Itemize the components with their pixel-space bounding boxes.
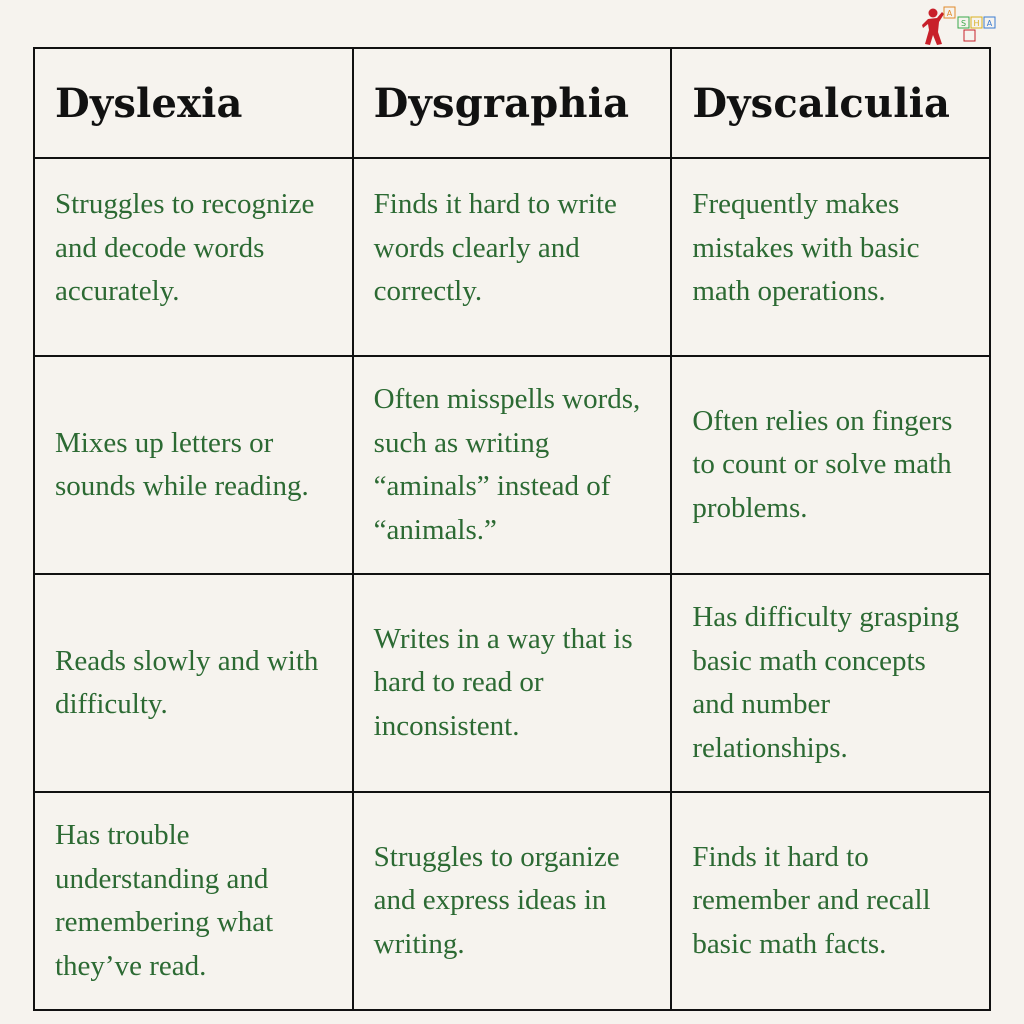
cell-dyscalculia: Often relies on fingers to count or solve math problems. bbox=[671, 356, 990, 574]
cell-dysgraphia: Often misspells words, such as writing “aminals” instead of “animals.” bbox=[353, 356, 672, 574]
table-row bbox=[34, 356, 990, 574]
cell-dysgraphia: Writes in a way that is hard to read or inconsistent. bbox=[353, 574, 672, 792]
cell-dyscalculia: Finds it hard to remember and recall basic math facts. bbox=[671, 792, 990, 1010]
cell-dyslexia: Mixes up letters or sounds while reading. bbox=[34, 356, 353, 574]
table-row bbox=[34, 574, 990, 792]
table-row bbox=[34, 158, 990, 356]
cell-dysgraphia: Finds it hard to write words clearly and correctly. bbox=[353, 158, 672, 356]
cell-dyscalculia: Has difficulty grasping basic math concepts and number relationships. bbox=[671, 574, 990, 792]
cell-dyscalculia: Frequently makes mistakes with basic math operations. bbox=[671, 158, 990, 356]
header-row bbox=[34, 48, 990, 158]
logo-figure-icon bbox=[922, 4, 998, 48]
logo-letter: S bbox=[960, 19, 967, 28]
table-row bbox=[34, 792, 990, 1010]
logo-letter: A bbox=[946, 9, 953, 18]
cell-dyslexia: Has trouble understanding and remembering what they’ve read. bbox=[34, 792, 353, 1010]
logo bbox=[922, 4, 998, 48]
header-dyscalculia: Dyscalculia bbox=[671, 48, 990, 158]
logo-letter: H bbox=[973, 19, 980, 28]
header-dysgraphia: Dysgraphia bbox=[353, 48, 672, 158]
comparison-table bbox=[33, 47, 991, 1011]
cell-dyslexia: Struggles to recognize and decode words accurately. bbox=[34, 158, 353, 356]
cell-dyslexia: Reads slowly and with difficulty. bbox=[34, 574, 353, 792]
cell-dysgraphia: Struggles to organize and express ideas in writing. bbox=[353, 792, 672, 1010]
logo-letter: A bbox=[986, 19, 993, 28]
header-dyslexia: Dyslexia bbox=[34, 48, 353, 158]
